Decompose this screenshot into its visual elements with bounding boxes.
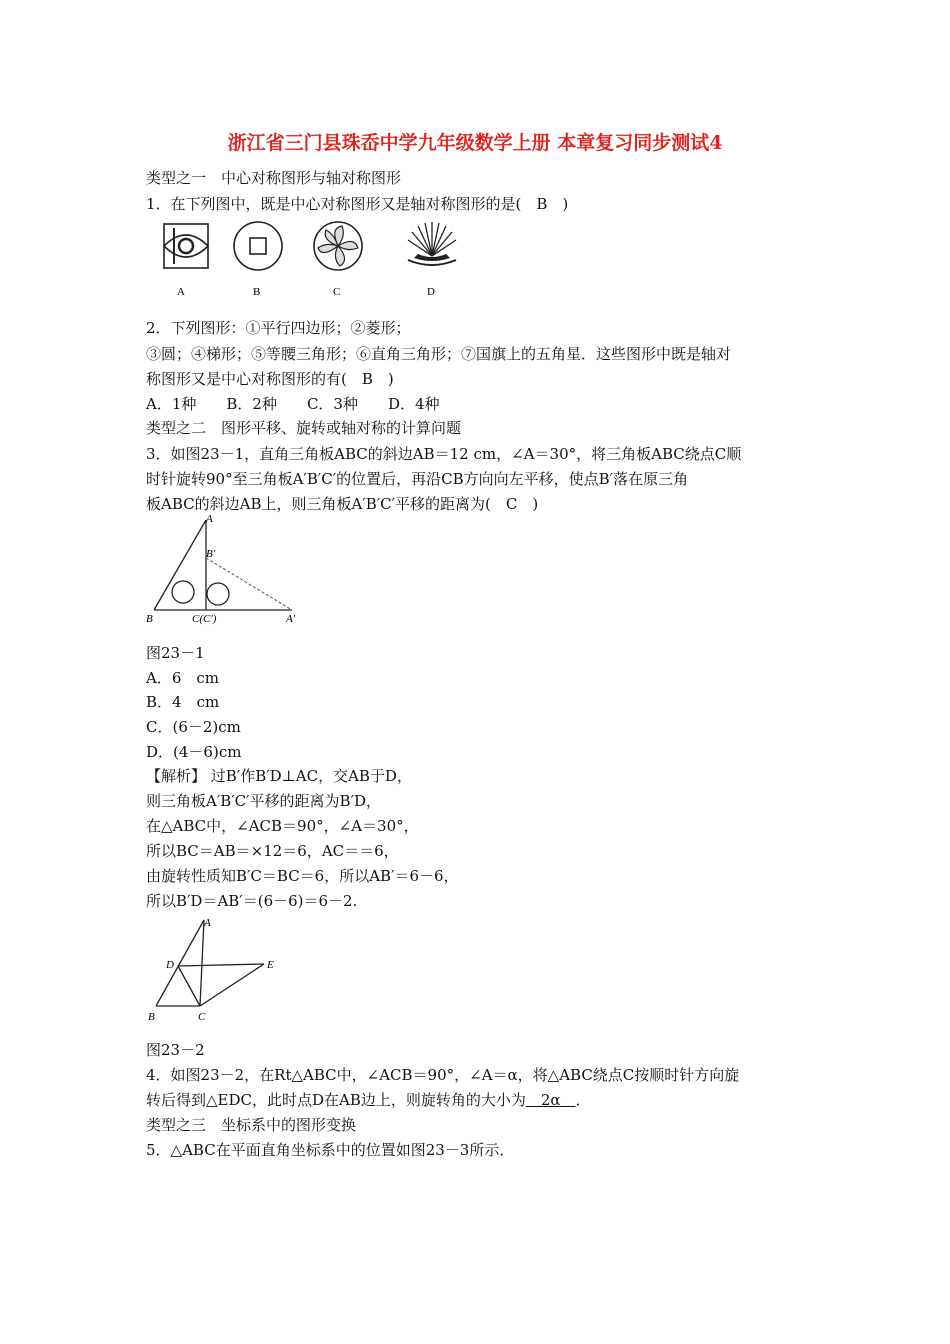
question-4-line-2-prefix: 转后得到△EDC，此时点D在AB边上，则旋转角的大小为 bbox=[146, 1091, 526, 1109]
figure-c-bauhinia-shape bbox=[314, 222, 362, 270]
figure-d-fan-shape bbox=[408, 222, 456, 265]
question-4-line-1: 4．如图23－2，在Rt△ABC中，∠ACB＝90°，∠A＝α，将△ABC绕点C按顺时针方向旋 bbox=[146, 1066, 740, 1084]
figure-23-2-caption: 图23－2 bbox=[146, 1041, 205, 1059]
figure-b-label: B bbox=[253, 286, 261, 298]
q1-option-figures bbox=[146, 218, 476, 302]
figure-23-2 bbox=[146, 914, 286, 1024]
question-2-line-2: ③圆；④梯形；⑤等腰三角形；⑥直角三角形；⑦国旗上的五角星．这些图形中既是轴对 bbox=[146, 345, 732, 363]
question-3-option-d: D．(4－6)cm bbox=[146, 743, 242, 761]
page-title: 浙江省三门县珠岙中学九年级数学上册 本章复习同步测试4 bbox=[227, 132, 723, 154]
question-4-line-2-suffix: ． bbox=[575, 1091, 591, 1109]
question-3-option-a: A．6 cm bbox=[146, 669, 220, 687]
figure-23-1-label-b: B bbox=[146, 613, 153, 625]
analysis-line-4: 所以BC＝AB＝×12＝6，AC＝＝6， bbox=[146, 842, 399, 860]
question-4-answer: 2α bbox=[525, 1091, 576, 1109]
figure-a-eye-shape bbox=[164, 224, 208, 268]
figure-23-2-label-c: C bbox=[198, 1011, 206, 1023]
question-3-option-c: C．(6－2)cm bbox=[146, 718, 241, 736]
question-2-options: A．1种 B．2种 C．3种 D．4种 bbox=[146, 395, 440, 413]
question-2-line-1: 2．下列图形：①平行四边形；②菱形； bbox=[146, 319, 411, 337]
figure-23-2-label-e: E bbox=[267, 959, 274, 971]
figure-c-label: C bbox=[333, 286, 341, 298]
analysis-line-6: 所以B′D＝AB′＝(6－6)＝6－2. bbox=[146, 892, 358, 910]
figure-23-1-label-b-prime: B′ bbox=[206, 548, 216, 560]
figure-23-1-caption: 图23－1 bbox=[146, 644, 205, 662]
question-1-text: 1．在下列图中，既是中心对称图形又是轴对称图形的是( B ) bbox=[146, 195, 569, 213]
question-2-line-3: 称图形又是中心对称图形的有( B ) bbox=[146, 370, 394, 388]
figure-d-label: D bbox=[427, 286, 435, 298]
figure-23-1-label-a-prime: A′ bbox=[286, 613, 296, 625]
question-3-line-2: 时针旋转90°至三角板A′B′C′的位置后，再沿CB方向向左平移，使点B′落在原三角 bbox=[146, 470, 689, 488]
question-4-line-2 bbox=[146, 1090, 591, 1110]
analysis-line-2: 则三角板A′B′C′平移的距离为B′D， bbox=[146, 792, 382, 810]
figure-23-1 bbox=[146, 510, 306, 630]
question-3-line-3: 板ABC的斜边AB上，则三角板A′B′C′平移的距离为( C ) bbox=[146, 495, 539, 513]
figure-23-2-label-d: D bbox=[166, 959, 174, 971]
analysis-line-5: 由旋转性质知B′C＝BC＝6，所以AB′＝6－6， bbox=[146, 867, 459, 885]
analysis-line-1: 【解析】 过B′作B′D⊥AC，交AB于D， bbox=[146, 767, 412, 785]
question-3-line-1: 3．如图23－1，直角三角板ABC的斜边AB＝12 cm，∠A＝30°，将三角板ABC绕点C顺 bbox=[146, 445, 742, 463]
figure-b-coin-shape bbox=[234, 222, 282, 270]
section-heading-3: 类型之三 坐标系中的图形变换 bbox=[146, 1116, 357, 1134]
question-5-text: 5．△ABC在平面直角坐标系中的位置如图23－3所示． bbox=[146, 1141, 515, 1159]
section-heading-1: 类型之一 中心对称图形与轴对称图形 bbox=[146, 169, 402, 187]
analysis-line-3: 在△ABC中，∠ACB＝90°，∠A＝30°， bbox=[146, 817, 419, 835]
figure-23-2-label-b: B bbox=[148, 1011, 155, 1023]
figure-23-1-label-a: A bbox=[206, 513, 213, 525]
question-3-option-b: B．4 cm bbox=[146, 693, 220, 711]
section-heading-2: 类型之二 图形平移、旋转或轴对称的计算问题 bbox=[146, 419, 462, 437]
figure-a-label: A bbox=[177, 286, 185, 298]
figure-23-1-label-c: C(C′) bbox=[192, 613, 217, 625]
figure-23-2-label-a: A bbox=[204, 917, 211, 929]
